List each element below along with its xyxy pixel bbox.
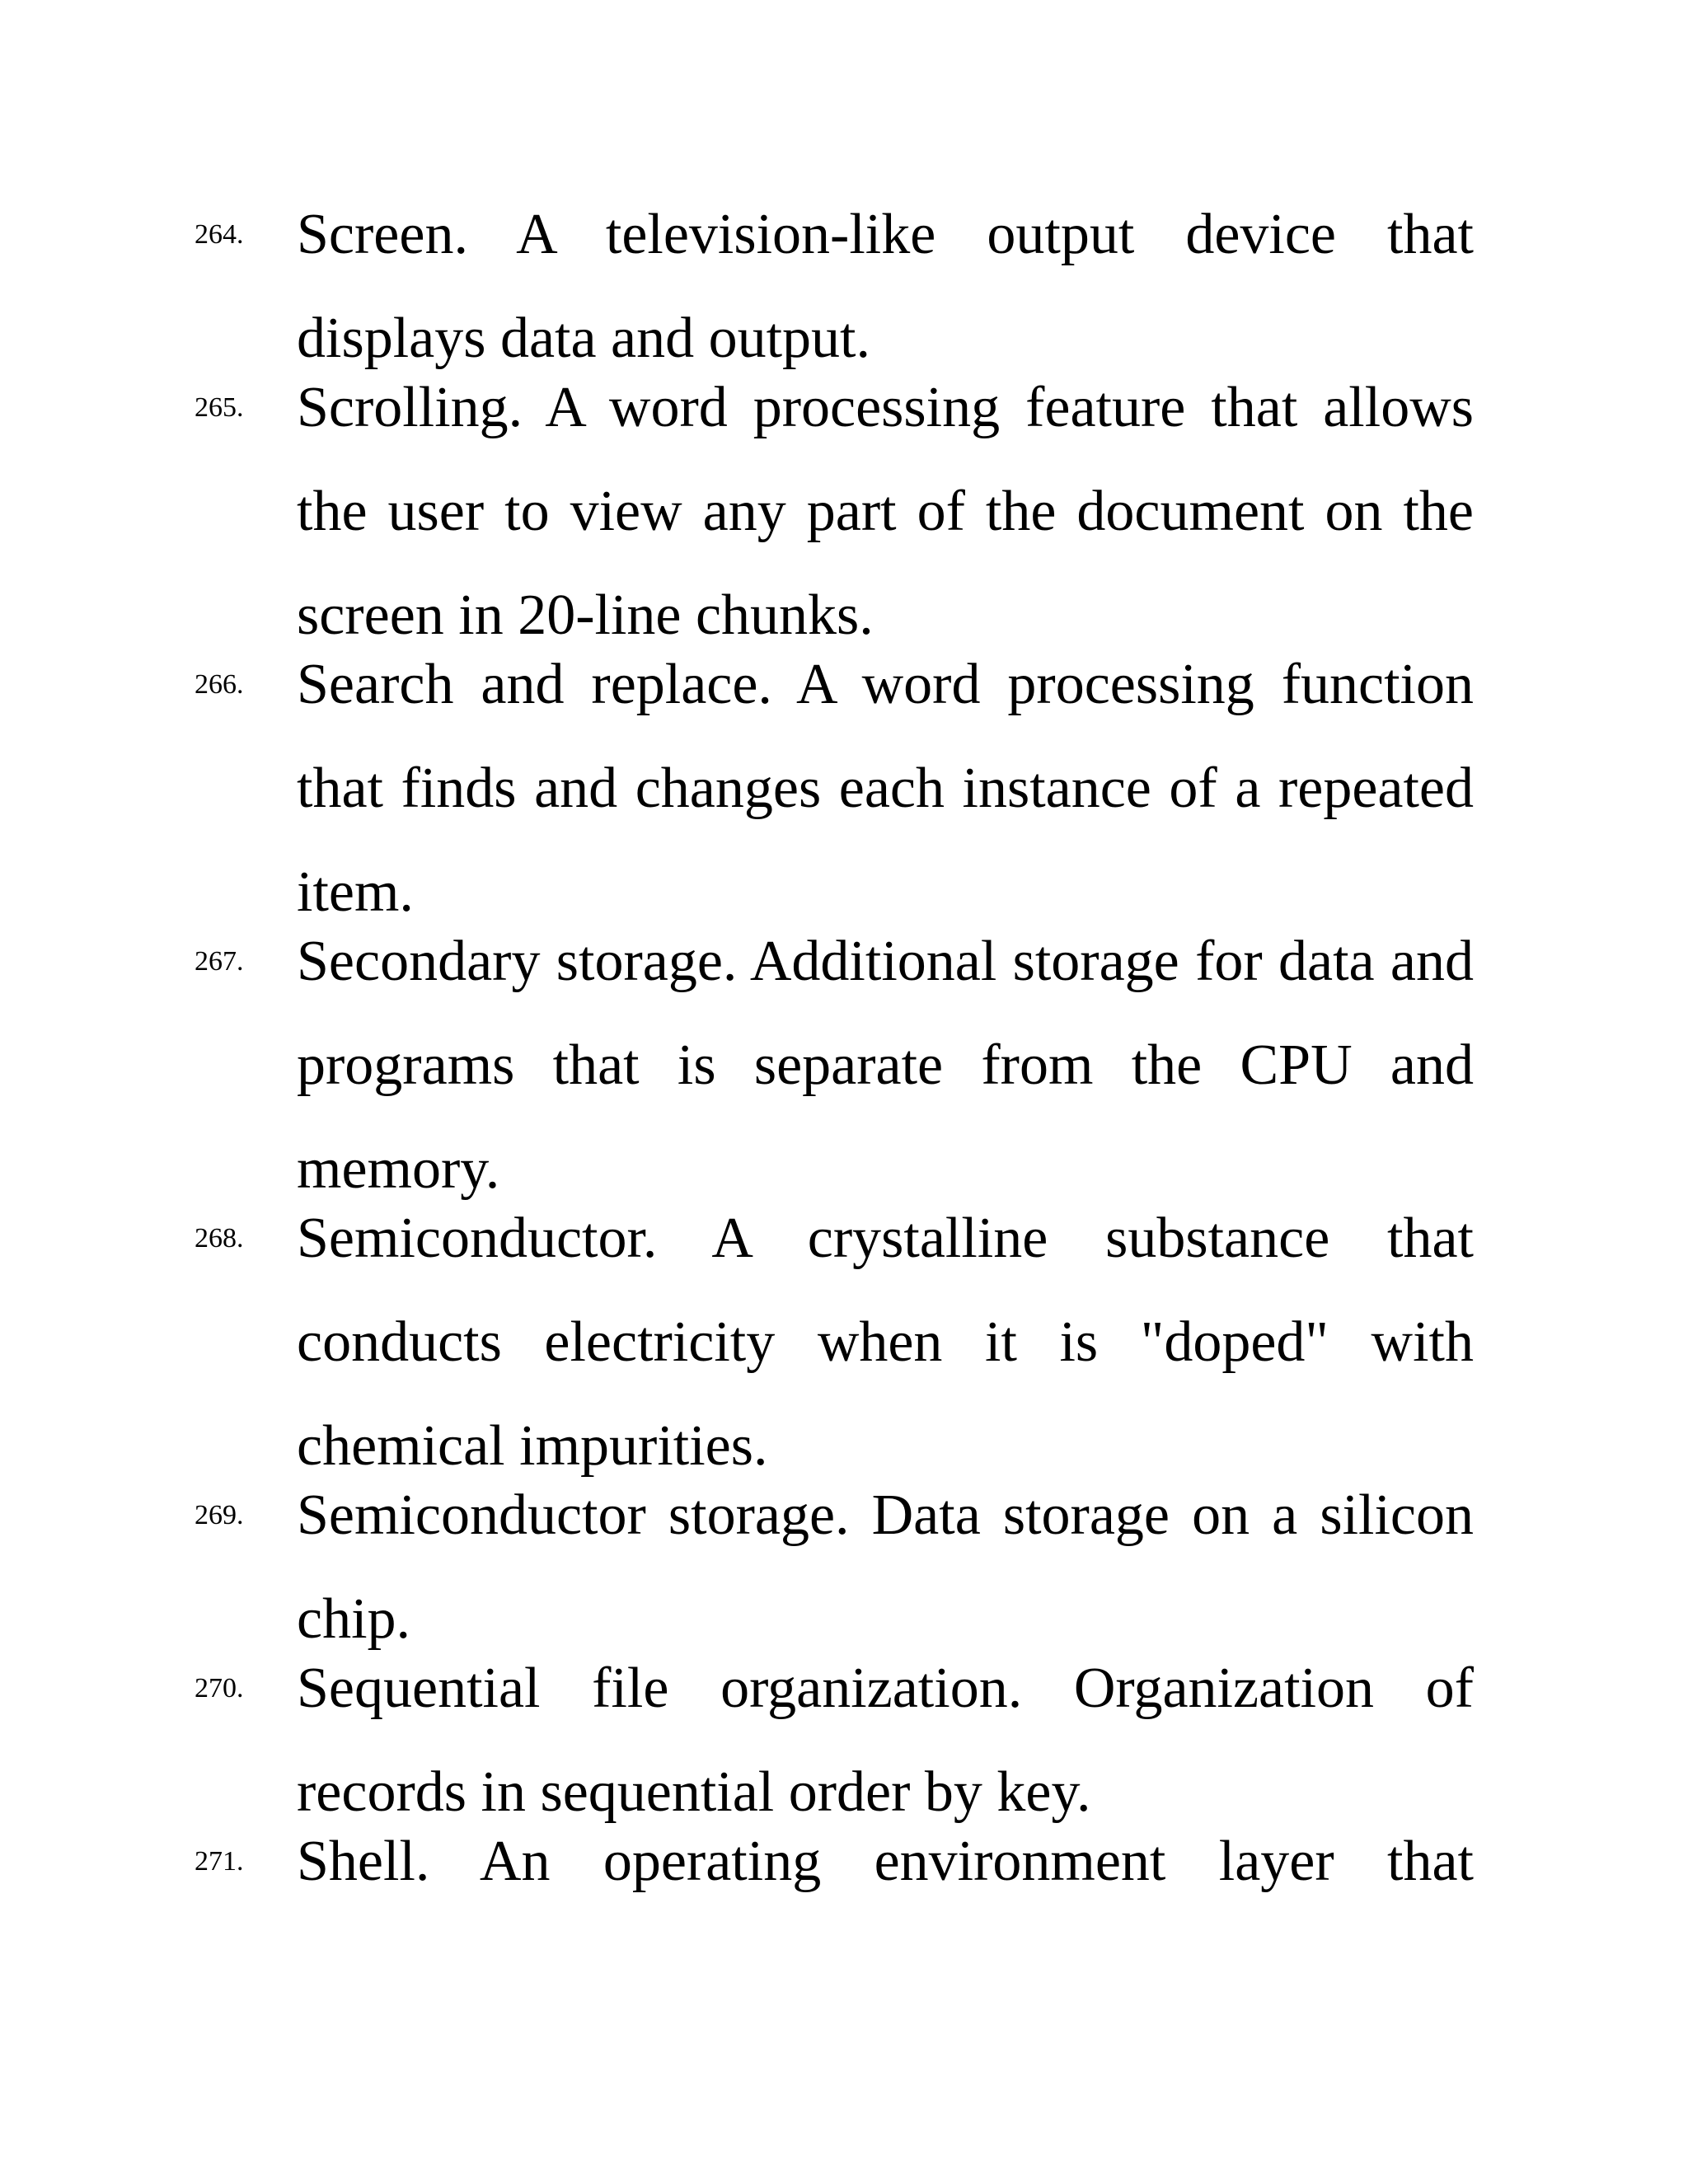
- entry-text: Secondary storage. Additional storage for data and programs that is separate from the CPU and memory.: [297, 930, 1474, 1201]
- entry-text: Semiconductor storage. Data storage on a silicon chip.: [297, 1483, 1474, 1651]
- entry-text: Shell. An operating environment layer that: [297, 1830, 1474, 1893]
- entry-number: 266.: [195, 669, 244, 700]
- entry-number: 271.: [195, 1846, 244, 1877]
- entry-text: Semiconductor. A crystalline substance that conducts electricity when it is "doped" with chemical impurities.: [297, 1207, 1474, 1478]
- entry-number: 270.: [195, 1673, 244, 1704]
- entry-number: 269.: [195, 1500, 244, 1530]
- entry-text: Scrolling. A word processing feature that allows the user to view any part of the document on the screen in 20-line chunks.: [297, 376, 1474, 647]
- entry-number: 268.: [195, 1223, 244, 1254]
- entry-text: Screen. A television-like output device that displays data and output.: [297, 203, 1474, 370]
- entry-number: 265.: [195, 392, 244, 423]
- entry-text: Sequential file organization. Organization of records in sequential order by key.: [297, 1657, 1474, 1824]
- entry-number: 267.: [195, 946, 244, 977]
- entry-text: Search and replace. A word processing function that finds and changes each instance of a repeated item.: [297, 653, 1474, 924]
- entry-number: 264.: [195, 219, 244, 250]
